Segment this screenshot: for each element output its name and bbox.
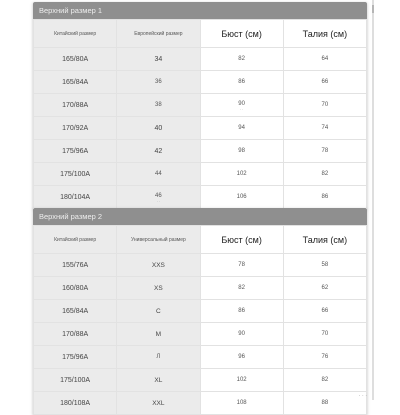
- cell-european-size: 34: [117, 48, 200, 71]
- cell-chinese-size: 155/76A: [34, 254, 117, 277]
- cell-chinese-size: 165/84A: [34, 71, 117, 94]
- column-header-bust: Бюст (см): [200, 226, 283, 254]
- table-row: [34, 163, 367, 186]
- scrollbar-thumb[interactable]: [372, 5, 374, 13]
- column-header-waist: Талия (см): [283, 20, 366, 48]
- size-table: [33, 225, 367, 415]
- cell-waist: 78: [283, 140, 366, 163]
- cell-waist: 58: [283, 254, 366, 277]
- table-row: [34, 71, 367, 94]
- table-row: [34, 323, 367, 346]
- cell-waist: 76: [283, 346, 366, 369]
- cell-chinese-size: 170/88A: [34, 323, 117, 346]
- cell-chinese-size: 165/84A: [34, 300, 117, 323]
- cell-bust-value: 90: [238, 100, 245, 107]
- cell-chinese-size: 175/96A: [34, 140, 117, 163]
- table-row: [34, 94, 367, 117]
- cell-universal-size: XXS: [117, 254, 200, 277]
- cell-european-size-value: 46: [155, 192, 162, 199]
- table-row: [34, 140, 367, 163]
- cell-chinese-size: 175/100A: [34, 163, 117, 186]
- scan-dots: . .: [239, 105, 244, 111]
- column-header-bust: Бюст (см): [200, 20, 283, 48]
- table-title: Верхний размер 1: [33, 2, 367, 19]
- cell-european-size: 42: [117, 140, 200, 163]
- cell-waist: 82: [283, 163, 366, 186]
- scrollbar-track[interactable]: [372, 0, 374, 400]
- cell-bust: 86: [200, 300, 283, 323]
- cell-chinese-size: 160/80A: [34, 277, 117, 300]
- cell-waist: 66: [283, 300, 366, 323]
- cell-bust: 96: [200, 346, 283, 369]
- cell-chinese-size: 175/96A: [34, 346, 117, 369]
- cell-waist: 88: [283, 392, 366, 415]
- column-header-chinese-size: Китайский размер: [34, 226, 117, 254]
- cell-universal-size: C: [117, 300, 200, 323]
- cell-bust: 102: [200, 369, 283, 392]
- cell-bust: 108: [200, 392, 283, 415]
- header-row: [34, 226, 367, 254]
- header-row: [34, 20, 367, 48]
- scan-dots: . . .: [358, 392, 367, 398]
- cell-chinese-size: 175/100A: [34, 369, 117, 392]
- cell-bust: 86: [200, 71, 283, 94]
- table-row: [34, 300, 367, 323]
- cell-chinese-size: 170/88A: [34, 94, 117, 117]
- cell-universal-size: XL: [117, 369, 200, 392]
- cell-chinese-size: 180/104A: [34, 186, 117, 209]
- table-row: [34, 48, 367, 71]
- cell-chinese-size: 180/108A: [34, 392, 117, 415]
- cell-waist: 70: [283, 323, 366, 346]
- cell-waist: 86: [283, 186, 366, 209]
- size-table: [33, 19, 367, 209]
- column-header-universal-size: Универсальный размер: [117, 226, 200, 254]
- cell-bust: 82: [200, 48, 283, 71]
- cell-european-size: 40: [117, 117, 200, 140]
- cell-bust: 102: [200, 163, 283, 186]
- cell-bust: 78: [200, 254, 283, 277]
- cell-chinese-size: 165/80A: [34, 48, 117, 71]
- cell-european-size: 36: [117, 71, 200, 94]
- column-header-chinese-size: Китайский размер: [34, 20, 117, 48]
- table-row: [34, 392, 367, 415]
- cell-universal-size: XXL: [117, 392, 200, 415]
- size-table-card-1: [33, 2, 367, 209]
- cell-bust: 98: [200, 140, 283, 163]
- cell-bust: [200, 94, 283, 117]
- column-header-waist: Талия (см): [283, 226, 366, 254]
- cell-waist: 64: [283, 48, 366, 71]
- scan-dots: . .: [156, 197, 161, 203]
- cell-bust: 90: [200, 323, 283, 346]
- cell-european-size: [117, 186, 200, 209]
- cell-waist: 74: [283, 117, 366, 140]
- cell-european-size: 38: [117, 94, 200, 117]
- cell-european-size: 44: [117, 163, 200, 186]
- cell-waist: 70: [283, 94, 366, 117]
- table-row: [34, 186, 367, 209]
- table-row: [34, 117, 367, 140]
- cell-bust: 106: [200, 186, 283, 209]
- cell-universal-size: M: [117, 323, 200, 346]
- cell-waist: 82: [283, 369, 366, 392]
- table-row: [34, 254, 367, 277]
- size-table-card-2: [33, 208, 367, 415]
- cell-universal-size: Л: [117, 346, 200, 369]
- cell-universal-size: XS: [117, 277, 200, 300]
- table-row: [34, 346, 367, 369]
- cell-bust: 82: [200, 277, 283, 300]
- table-row: [34, 277, 367, 300]
- table-title: Верхний размер 2: [33, 208, 367, 225]
- cell-bust: 94: [200, 117, 283, 140]
- cell-waist: 66: [283, 71, 366, 94]
- cell-waist: 62: [283, 277, 366, 300]
- column-header-european-size: Европейский размер: [117, 20, 200, 48]
- table-row: [34, 369, 367, 392]
- cell-chinese-size: 170/92A: [34, 117, 117, 140]
